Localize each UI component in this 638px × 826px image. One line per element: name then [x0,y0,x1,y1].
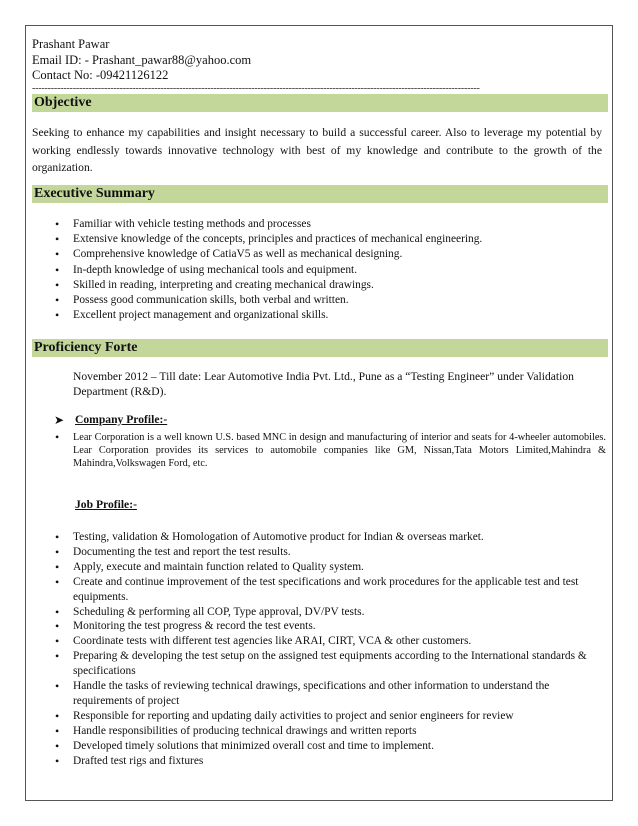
list-item: • Drafted test rigs and fixtures [50,754,606,769]
email-line: Email ID: - Prashant_pawar88@yahoo.com [32,52,252,67]
company-profile-heading: Company Profile:- [75,413,168,426]
resume-page [25,25,613,801]
list-item: • Familiar with vehicle testing methods and processes [50,217,606,232]
executive-summary-heading: Executive Summary [32,185,608,203]
contact-line: Contact No: -09421126122 [32,68,169,82]
list-item: • Handle responsibilities of producing technical drawings and written reports [50,724,606,739]
list-item: • Testing, validation & Homologation of Automotive product for Indian & overseas market. [50,530,606,545]
list-item: • Coordinate tests with different test agencies like ARAI, CIRT, VCA & other customers. [50,634,606,649]
objective-text: Seeking to enhance my capabilities and insight necessary to build a successful career. Also to leverage my potential by working endlessly towards innovative technology with best of my knowledge and contribute to the growth of the organization. [32,126,602,174]
list-item: • Documenting the test and report the test results. [50,545,606,560]
job-profile-heading: Job Profile:- [75,498,137,511]
list-item: • Monitoring the test progress & record the test events. [50,619,606,634]
job-profile-list [50,530,606,769]
list-item: • Skilled in reading, interpreting and creating mechanical drawings. [50,278,606,293]
list-item: • Scheduling & performing all COP, Type approval, DV/PV tests. [50,605,606,620]
arrow-bullet-icon: ➤ [54,413,65,427]
dashed-separator: ----------------------------------------------------------------------------------------------------------------------------------------------- [32,84,480,94]
list-item: • In-depth knowledge of using mechanical tools and equipment. [50,263,606,278]
proficiency-heading: Proficiency Forte [32,339,608,357]
candidate-name: Prashant Pawar [32,37,110,51]
list-item: • Possess good communication skills, both verbal and written. [50,293,606,308]
objective-heading: Objective [32,94,608,112]
list-item: • Create and continue improvement of the test specifications and work procedures for the applicable test and test equipments. [50,575,606,605]
list-item: • Handle the tasks of reviewing technical drawings, specifications and other information to understand the requirements of project [50,679,606,709]
list-item: • Responsible for reporting and updating daily activities to project and senior engineers for review [50,709,606,724]
employment-line: November 2012 – Till date: Lear Automotive India Pvt. Ltd., Pune as a “Testing Engineer” under Validation Department (R&D). [73,370,574,398]
list-item: • Extensive knowledge of the concepts, principles and practices of mechanical engineering. [50,232,606,247]
list-item: • Preparing & developing the test setup on the assigned test equipments according to the International standards & specifications [50,649,606,679]
list-item: • Apply, execute and maintain function related to Quality system. [50,560,606,575]
list-item: • Comprehensive knowledge of CatiaV5 as well as mechanical designing. [50,247,606,262]
list-item: • Lear Corporation is a well known U.S. based MNC in design and manufacturing of interior and seats for 4-wheeler automobiles. Lear Corporation provides its services to automobile companies like GM, Nissan,Tata Motors Limited,Mahindra & Mahindra,Volkswagen Ford, etc. [50,431,606,470]
list-item: • Excellent project management and organizational skills. [50,308,606,323]
executive-summary-list [50,217,606,323]
contact-header [32,37,251,84]
company-profile-list [50,431,606,470]
list-item: • Developed timely solutions that minimized overall cost and time to implement. [50,739,606,754]
